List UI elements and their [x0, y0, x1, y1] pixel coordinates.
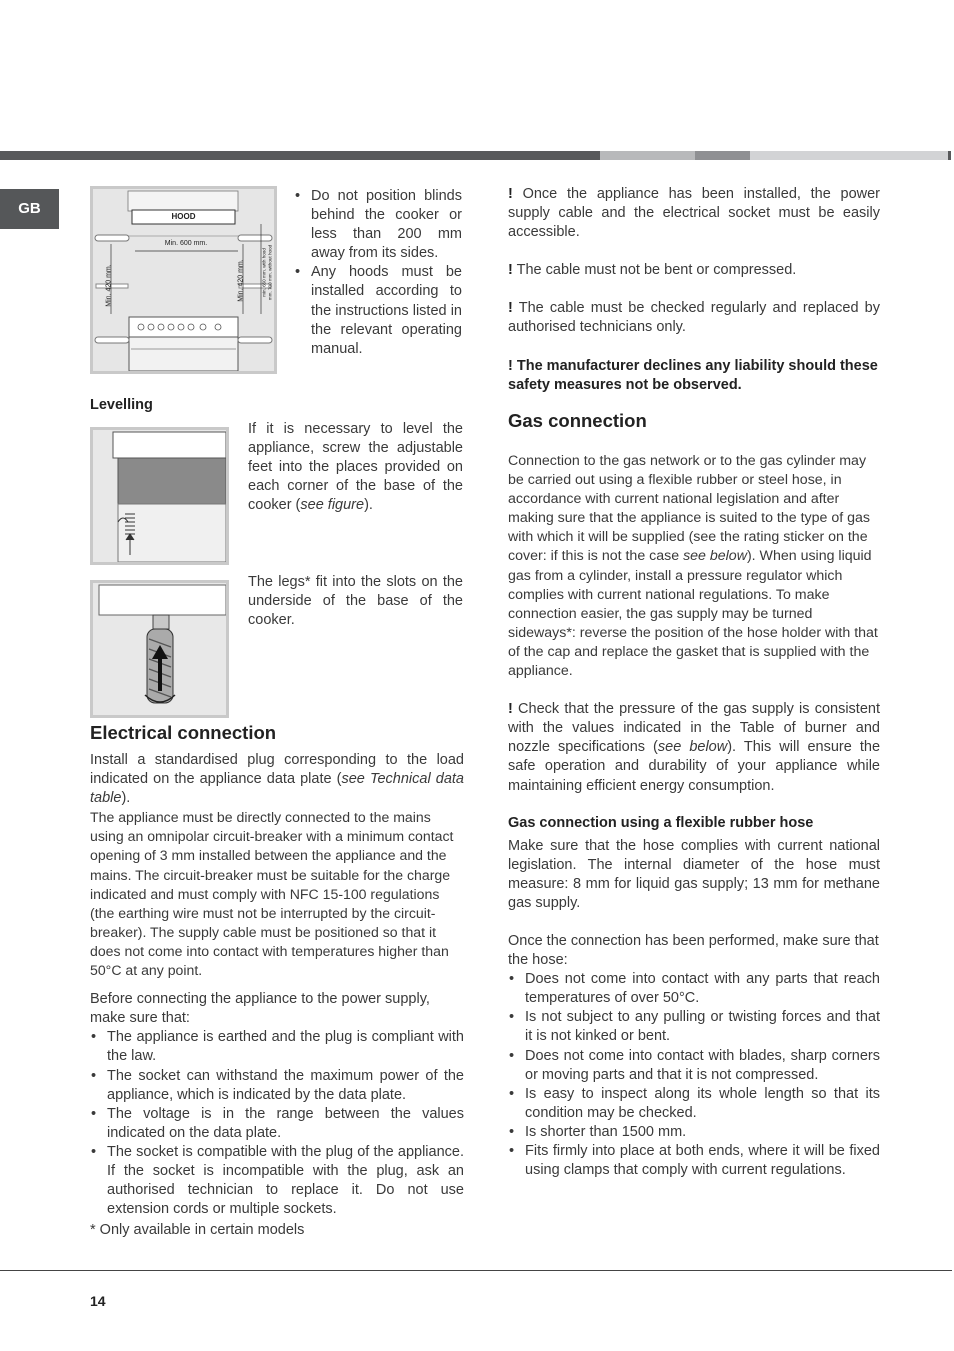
hood-height-label-1: min. 650 mm. with hood: [261, 248, 267, 297]
hood-height-label-2: mm. 700 mm. without hood: [267, 244, 273, 301]
list-item: • The socket is compatible with the plug of the appliance. If the socket is incompatible with the plug, ask an authorised technician to replace it. Do not use extension cords or multiple sockets.: [90, 1143, 464, 1219]
levelling-paragraph-2: The legs* fit into the slots on the underside of the base of the cooker.: [248, 574, 463, 629]
warning-2: ! The cable must not be bent or compressed.: [508, 262, 797, 279]
warning-1: ! Once the appliance has been installed, the power supply cable and the electrical socket must be easily accessible.: [508, 186, 880, 241]
header-bar: [0, 151, 954, 160]
gas-bullet-list: [508, 970, 880, 1180]
electrical-paragraph-1: Install a standardised plug corresponding to the load indicated on the appliance data plate (see Technical data table).: [90, 752, 464, 807]
gas-text: [508, 452, 880, 1180]
left-height-label: Min. 420 mm.: [105, 264, 113, 307]
list-item: • Is easy to inspect along its whole length so that its condition may be checked.: [508, 1085, 880, 1123]
list-item: • Is shorter than 1500 mm.: [508, 1123, 880, 1142]
hood-bullet-list: [294, 187, 462, 359]
warning-4: ! The manufacturer declines any liability should these safety measures not be observed.: [508, 357, 878, 393]
width-label: Min. 600 mm.: [164, 240, 208, 247]
electrical-text: [90, 751, 464, 1240]
footnote: * Only available in certain models: [90, 1222, 305, 1239]
electrical-paragraph-3: Before connecting the appliance to the power supply, make sure that:: [90, 991, 430, 1027]
list-item: • The socket can withstand the maximum power of the appliance, which is indicated by the data plate.: [90, 1067, 464, 1105]
adjustable-foot-diagram: [93, 583, 226, 715]
list-item: • Fits firmly into place at both ends, where it will be fixed using clamps that comply with current regulations.: [508, 1142, 880, 1180]
electrical-bullet-list: [90, 1028, 464, 1219]
gas-paragraph-1: Connection to the gas network or to the gas cylinder may be carried out using a flexible rubber or steel hose, in accordance with current national legislation and after making sure that the appliance is suited to the type of gas with which it will be supplied (see the rating sticker on the cover: if this is not the case see below). When using liquid gas from a cylinder, install a pressure regulator which complies with current national regulations. To make connection easier, the gas supply may be turned sideways*: reverse the position of the hose holder with that of the cap and replace the gasket that is supplied with the appliance.: [508, 453, 878, 680]
list-item: • Does not come into contact with blades, sharp corners or moving parts and that it is not compressed.: [508, 1047, 880, 1085]
hood-label: HOOD: [171, 212, 196, 221]
levelling-paragraph-1: If it is necessary to level the appliance, screw the adjustable feet into the places provided on each corner of the base of the cooker (see figure).: [248, 421, 463, 514]
warning-3: ! The cable must be checked regularly and replaced by authorised technicians only.: [508, 300, 880, 336]
levelling-heading: Levelling: [90, 397, 153, 413]
gas-paragraph-3: Make sure that the hose complies with current national legislation. The internal diameter of the hose must measure: 8 mm for liquid gas supply; 13 mm for methane gas supply.: [508, 837, 880, 911]
gas-hose-subheading: Gas connection using a flexible rubber hose: [508, 814, 814, 831]
list-item: • The voltage is in the range between the values indicated on the data plate.: [90, 1105, 464, 1143]
levelling-figure-2: [90, 580, 229, 718]
gas-paragraph-4: Once the connection has been performed, make sure that the hose:: [508, 932, 879, 969]
warnings-block: [508, 185, 880, 395]
list-item: • Does not come into contact with any parts that reach temperatures of over 50°C.: [508, 970, 880, 1008]
cooker-corner-diagram: [93, 430, 226, 562]
page-number: 14: [90, 1293, 106, 1309]
language-tab: GB: [0, 189, 59, 229]
list-item: • Is not subject to any pulling or twisting forces and that it is not kinked or bent.: [508, 1008, 880, 1046]
list-item: • Any hoods must be installed according to the instructions listed in the relevant operating manual.: [294, 263, 462, 358]
electrical-heading: Electrical connection: [90, 722, 277, 743]
right-height-label: Min. 420 mm.: [237, 259, 245, 302]
hood-clearance-figure: [90, 186, 277, 374]
list-item: • The appliance is earthed and the plug is compliant with the law.: [90, 1028, 464, 1066]
footer-divider: [0, 1270, 952, 1271]
gas-heading: Gas connection: [508, 410, 647, 431]
list-item: • Do not position blinds behind the cooker or less than 200 mm away from its sides.: [294, 187, 462, 263]
electrical-paragraph-2: The appliance must be directly connected to the mains using an omnipolar circuit-breaker with a minimum contact opening of 3 mm installed between the appliance and the mains. The circuit-breaker must be suitable for the charge indicated and must comply with NFC 15-100 regulations (the earthing wire must not be interrupted by the circuit-breaker). The supply cable must be positioned so that it does not come into contact with temperatures higher than 50°C at any point.: [90, 809, 454, 979]
gas-paragraph-2: ! Check that the pressure of the gas supply is consistent with the values indicated in the Table of burner and nozzle specifications (see below). This will ensure the safe operation and durability of your appliance while maintaining efficient energy consumption.: [508, 701, 881, 794]
levelling-figure-1: [90, 427, 229, 565]
